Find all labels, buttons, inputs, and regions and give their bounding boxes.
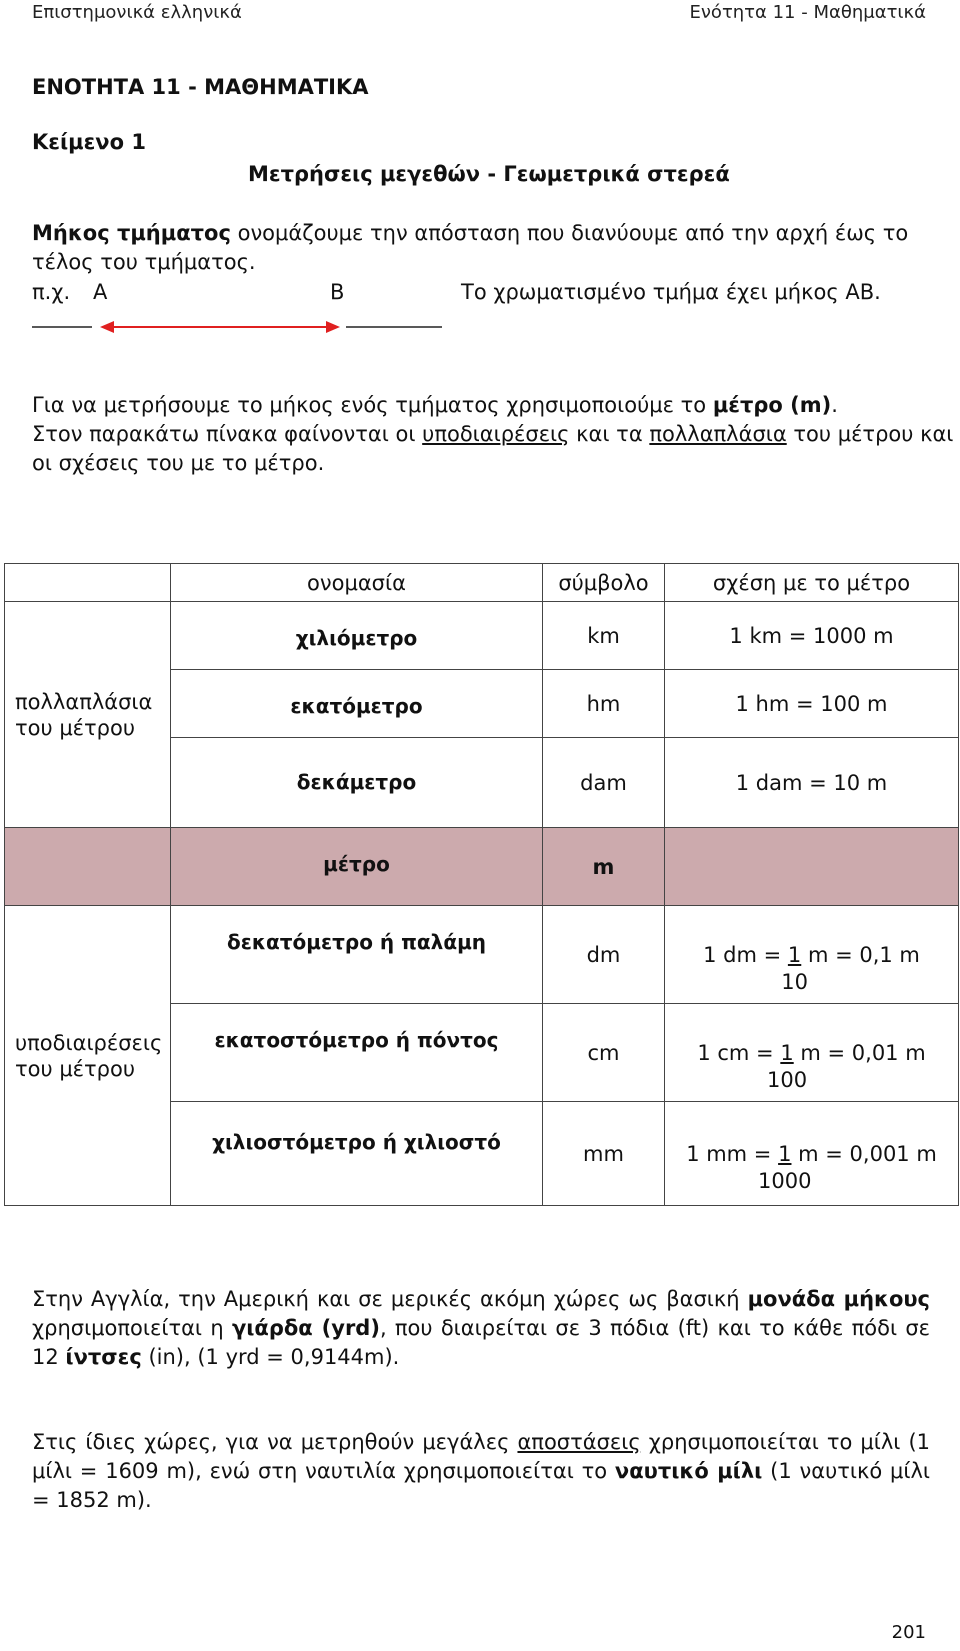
term-segment-length: Μήκος τμήματος [32,221,231,245]
fraction-denominator: 10 [781,969,808,994]
fraction-denominator: 100 [766,1067,808,1092]
text-label: Κείμενο 1 [32,130,146,154]
multiples-label-line2: του μέτρου [15,715,136,740]
paragraph-segment-definition [32,219,932,277]
term-multiples: πολλαπλάσια [649,422,787,446]
subtitle: Μετρήσεις μεγεθών - Γεωμετρικά στερεά [248,162,730,186]
segment-diagram [30,318,450,334]
para4-b: χρησιμοποιείται το μίλι (1 μίλι = 1609 m), ενώ στη ναυτιλία χρησιμοποιείται το [32,1430,931,1483]
relation-right: m = 0,01 m [793,1040,926,1065]
term-length-unit: μονάδα μήκους [747,1287,931,1311]
unit-name-meter: μέτρο [171,828,543,906]
section-title: ΕΝΟΤΗΤΑ 11 - ΜΑΘΗΜΑΤΙΚΑ [32,75,369,99]
header-empty-cell [5,564,171,602]
term-meter: μέτρο (m) [712,393,832,417]
fraction [781,942,808,994]
header-left: Επιστημονικά ελληνικά [32,2,242,23]
para3-e: (in), (1 yrd = 0,9144m). [141,1345,400,1369]
unit-name: εκατοστόμετρο ή πόντος [171,1004,543,1102]
term-subdivisions: υποδιαιρέσεις [422,422,570,446]
point-a-label: Α [93,280,108,304]
unit-name: χιλιόμετρο [171,602,543,670]
arrow-left-icon [100,321,114,333]
page-number: 201 [891,1622,926,1643]
unit-relation: 1 km = 1000 m [665,602,959,670]
example-prefix: π.χ. [32,280,71,304]
para2-l1-end: . [831,393,838,417]
para3-d: , που διαιρείται σε 3 πόδια (ft) και το κάθε πόδι σε 12 [32,1316,930,1369]
relation-left: 1 mm = [686,1141,779,1166]
relation-right: m = 0,1 m [801,942,920,967]
fraction-numerator: 1 [778,1141,792,1166]
para1-rest: ονομάζουμε την απόσταση που διανύουμε από την αρχή έως το [230,221,909,245]
para3-a: Στην Αγγλία, την Αμερική και σε μερικές ακόμη χώρες ως βασική [32,1287,748,1311]
para4-a: Στις ίδιες χώρες, για να μετρηθούν μεγάλες [32,1430,518,1454]
multiples-label-line1: πολλαπλάσια [15,689,153,714]
para1-line2: τέλος του τμήματος. [32,250,256,274]
arrow-right-icon [326,321,340,333]
relation-left: 1 dm = [703,942,788,967]
header-relation: σχέση με το μέτρο [665,564,959,602]
para2-l2b: και τα [569,422,650,446]
unit-symbol-meter: m [543,828,665,906]
meter-relation-cell [665,828,959,906]
fraction-denominator: 1000 [758,1168,812,1193]
paragraph-meter-intro [32,391,953,478]
unit-name: δεκάμετρο [171,738,543,828]
unit-symbol: km [543,602,665,670]
relation-right: m = 0,001 m [791,1141,937,1166]
term-nautical-mile: ναυτικό μίλι [614,1459,763,1483]
unit-symbol: hm [543,670,665,738]
meter-empty-cell [5,828,171,906]
unit-symbol: mm [543,1102,665,1206]
para2-l2a: Στον παρακάτω πίνακα φαίνονται οι [32,422,423,446]
subdivisions-label [5,906,171,1206]
table-row [5,602,959,670]
unit-name: δεκατόμετρο ή παλάμη [171,906,543,1004]
unit-name: χιλιοστόμετρο ή χιλιοστό [171,1102,543,1206]
point-b-label: Β [330,280,345,304]
meter-row [5,828,959,906]
unit-symbol: dam [543,738,665,828]
para2-l1a: Για να μετρήσουμε το μήκος ενός τμήματος χρησιμοποιούμε το [32,393,713,417]
fraction [766,1040,808,1092]
example-caption: Το χρωματισμένο τμήμα έχει μήκος ΑΒ. [461,280,881,304]
multiples-label [5,602,171,828]
fraction-numerator: 1 [780,1040,794,1065]
unit-symbol: cm [543,1004,665,1102]
term-yard: γιάρδα (yrd) [231,1316,380,1340]
unit-name: εκατόμετρο [171,670,543,738]
unit-relation [665,906,959,1004]
para3-c: χρησιμοποιείται η [32,1316,232,1340]
unit-relation [665,1004,959,1102]
paragraph-yard [32,1285,930,1372]
unit-relation: 1 dam = 10 m [665,738,959,828]
para2-line3: οι σχέσεις του με το μέτρο. [32,451,325,475]
relation-left: 1 cm = [697,1040,781,1065]
length-units-table [4,563,959,1206]
header-right: Ενότητα 11 - Μαθηματικά [689,2,926,23]
subdivisions-label-line2: του μέτρου [15,1056,136,1081]
fraction [758,1141,812,1193]
table-row [5,906,959,1004]
paragraph-mile [32,1428,930,1515]
unit-symbol: dm [543,906,665,1004]
subdivisions-label-line1: υποδιαιρέσεις [15,1030,163,1055]
table-header-row [5,564,959,602]
unit-relation [665,1102,959,1206]
header-name: ονομασία [171,564,543,602]
term-distances: αποστάσεις [517,1430,641,1454]
fraction-numerator: 1 [787,942,802,967]
header-symbol: σύμβολο [543,564,665,602]
para2-l2c: του μέτρου και [786,422,954,446]
para4-c: (1 ναυτικό μίλι = 1852 m). [32,1459,930,1512]
term-inches: ίντσες [65,1345,142,1369]
unit-relation: 1 hm = 100 m [665,670,959,738]
